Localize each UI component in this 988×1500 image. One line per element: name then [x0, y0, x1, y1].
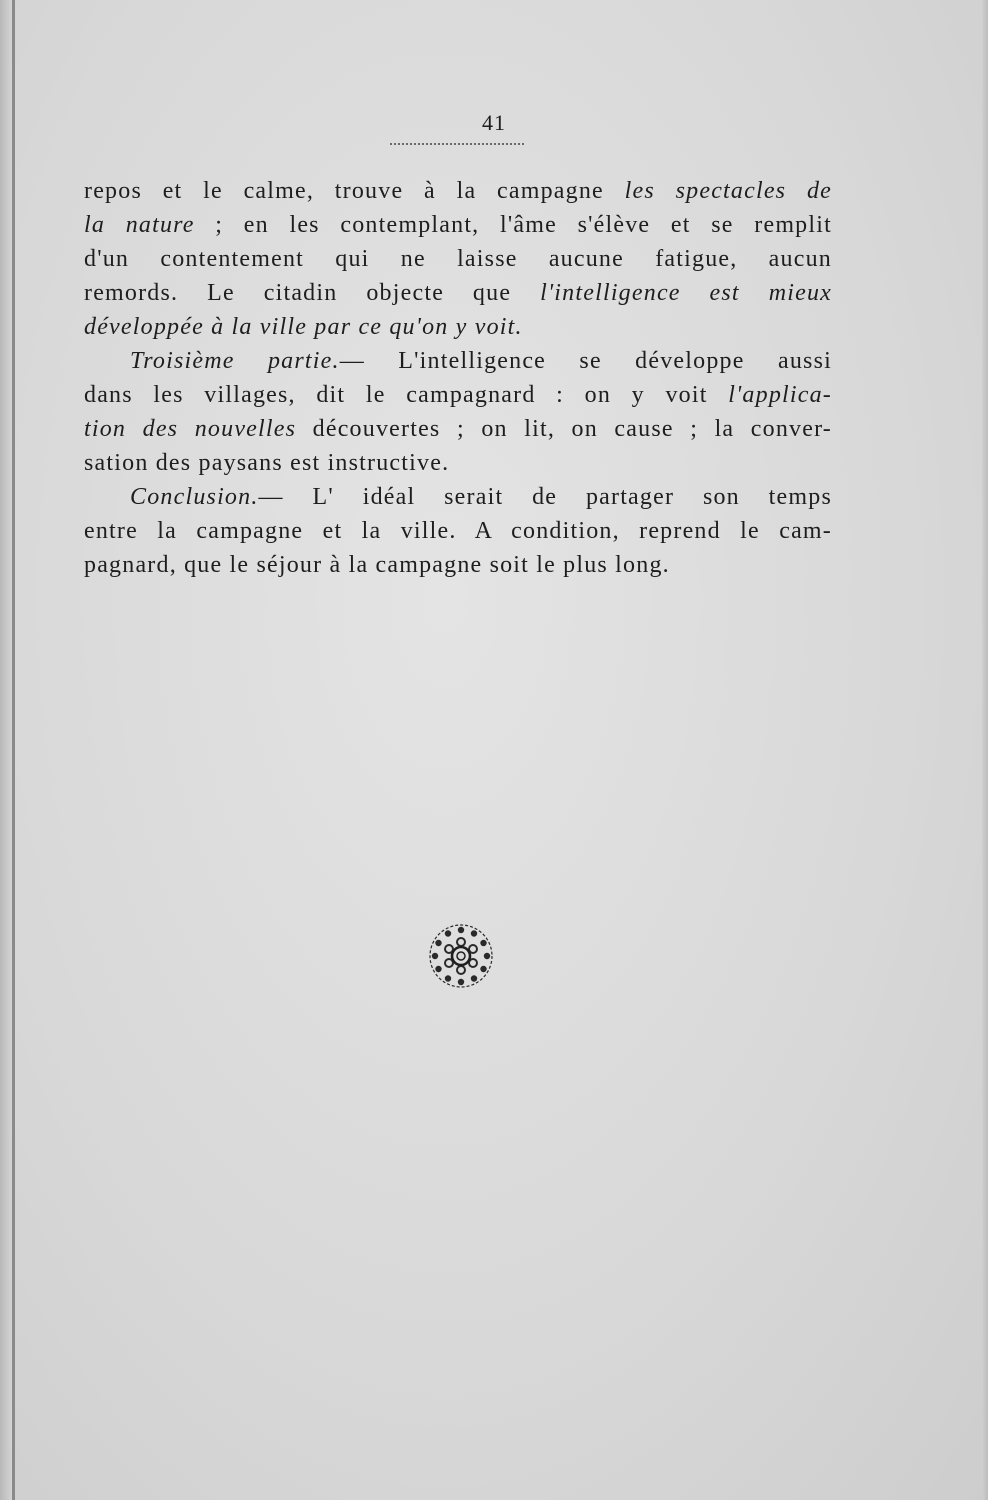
gutter-line [12, 0, 15, 1500]
text-segment: d'un contentement qui ne laisse aucune fatigue, aucun [84, 246, 832, 272]
rosette-ornament-icon [427, 922, 495, 990]
italic-text: développée à la ville par ce qu'on y voit. [84, 314, 523, 340]
text-line [84, 208, 832, 242]
page-number-rule [390, 143, 524, 145]
italic-text: tion des nouvelles [84, 416, 297, 442]
text-line [84, 412, 832, 446]
body-text [84, 174, 832, 582]
italic-text: la nature [84, 212, 195, 238]
italic-text: Conclusion. [130, 484, 259, 510]
text-line [84, 310, 832, 344]
text-line [84, 378, 832, 412]
text-segment: pagnard, que le séjour à la campagne soit le plus long. [84, 552, 670, 578]
page-edge [982, 0, 988, 1500]
text-line [84, 480, 832, 514]
text-line [84, 446, 832, 480]
text-segment: découvertes ; on lit, on cause ; la conver- [296, 416, 832, 442]
text-segment: sation des paysans est instructive. [84, 450, 450, 476]
text-segment: dans les villages, dit le campagnard : on y voit [84, 382, 729, 408]
text-line [84, 276, 832, 310]
text-line [84, 242, 832, 276]
italic-text: Troisième partie. [130, 348, 340, 374]
text-line [84, 514, 832, 548]
italic-text: les spectacles de [624, 178, 832, 204]
page-number: 41 [482, 110, 506, 135]
text-line [84, 174, 832, 208]
text-segment: — L' idéal serait de partager son temps [258, 484, 832, 510]
text-segment: repos et le calme, trouve à la campagne [84, 178, 625, 204]
text-line [84, 344, 832, 378]
text-segment: entre la campagne et la ville. A condition, reprend le cam- [84, 518, 832, 544]
italic-text: l'applica- [728, 382, 832, 408]
text-segment: — L'intelligence se développe aussi [339, 348, 832, 374]
text-line [84, 548, 832, 582]
italic-text: l'intelligence est mieux [540, 280, 832, 306]
text-segment: remords. Le citadin objecte que [84, 280, 541, 306]
gutter-shadow [0, 0, 12, 1500]
text-segment: ; en les contemplant, l'âme s'élève et se remplit [194, 212, 832, 238]
